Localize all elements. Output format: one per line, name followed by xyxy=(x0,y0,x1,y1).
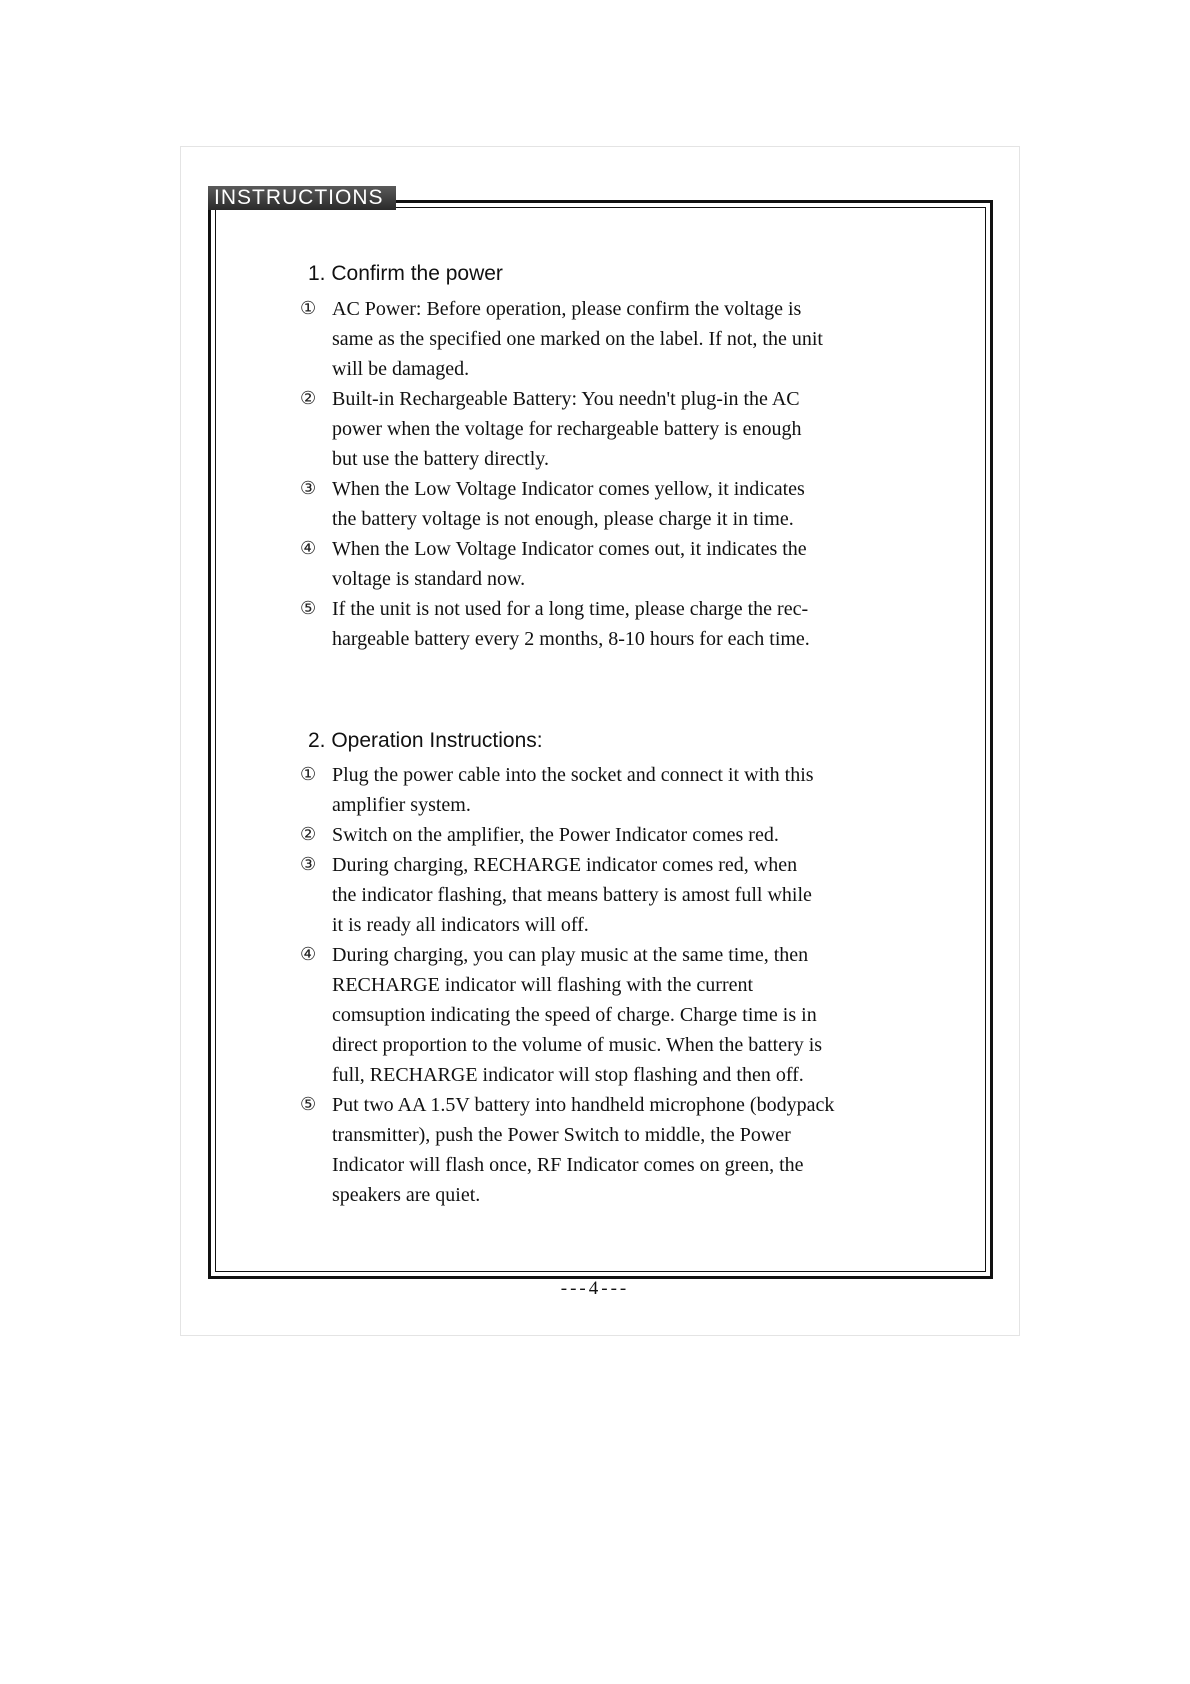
list-item xyxy=(300,594,940,654)
section-title-operation-instructions: 2. Operation Instructions: xyxy=(308,729,543,752)
item-text: When the Low Voltage Indicator comes out, it indicates the voltage is standard now. xyxy=(332,538,807,590)
item-marker: ② xyxy=(300,388,317,409)
item-marker: ⑤ xyxy=(300,598,317,619)
list-item xyxy=(300,474,940,534)
item-text: During charging, you can play music at the same time, then RECHARGE indicator will flashing with the current comsuption indicating the speed of charge. Charge time is in direct proportion to the volume of music. When the battery is full, RECHARGE indicator will stop flashing and then off. xyxy=(332,944,823,1086)
item-marker: ④ xyxy=(300,538,317,559)
item-text: During charging, RECHARGE indicator comes red, when the indicator flashing, that means battery is amost full while it is ready all indicators will off. xyxy=(332,854,812,936)
list-item xyxy=(300,850,940,940)
list-item xyxy=(300,940,940,1090)
item-marker: ② xyxy=(300,824,317,845)
item-text: Put two AA 1.5V battery into handheld microphone (bodypack transmitter), push the Power Switch to middle, the Power Indicator will flash once, RF Indicator comes on green, the speakers are quiet. xyxy=(332,1094,835,1206)
page-number: ---4--- xyxy=(560,1278,630,1299)
list-item xyxy=(300,1090,940,1210)
item-marker: ③ xyxy=(300,478,317,499)
item-text: When the Low Voltage Indicator comes yellow, it indicates the battery voltage is not enough, please charge it in time. xyxy=(332,478,805,530)
item-marker: ① xyxy=(300,298,317,319)
item-text: Built-in Rechargeable Battery: You needn't plug-in the AC power when the voltage for rechargeable battery is enough but use the battery directly. xyxy=(332,388,802,470)
list-item xyxy=(300,294,940,384)
item-text: AC Power: Before operation, please confirm the voltage is same as the specified one marked on the label. If not, the unit will be damaged. xyxy=(332,298,823,380)
item-text: Switch on the amplifier, the Power Indicator comes red. xyxy=(332,824,779,846)
item-marker: ⑤ xyxy=(300,1094,317,1115)
item-marker: ③ xyxy=(300,854,317,875)
list-item xyxy=(300,384,940,474)
section-title-confirm-power: 1. Confirm the power xyxy=(308,262,503,285)
item-text: Plug the power cable into the socket and connect it with this amplifier system. xyxy=(332,764,814,816)
list-item xyxy=(300,820,940,850)
item-marker: ① xyxy=(300,764,317,785)
item-text: If the unit is not used for a long time, please charge the rec- hargeable battery every 2 months, 8-10 hours for each time. xyxy=(332,598,810,650)
instructions-header-tab: INSTRUCTIONS xyxy=(208,186,396,210)
list-item xyxy=(300,760,940,820)
list-item xyxy=(300,534,940,594)
item-marker: ④ xyxy=(300,944,317,965)
